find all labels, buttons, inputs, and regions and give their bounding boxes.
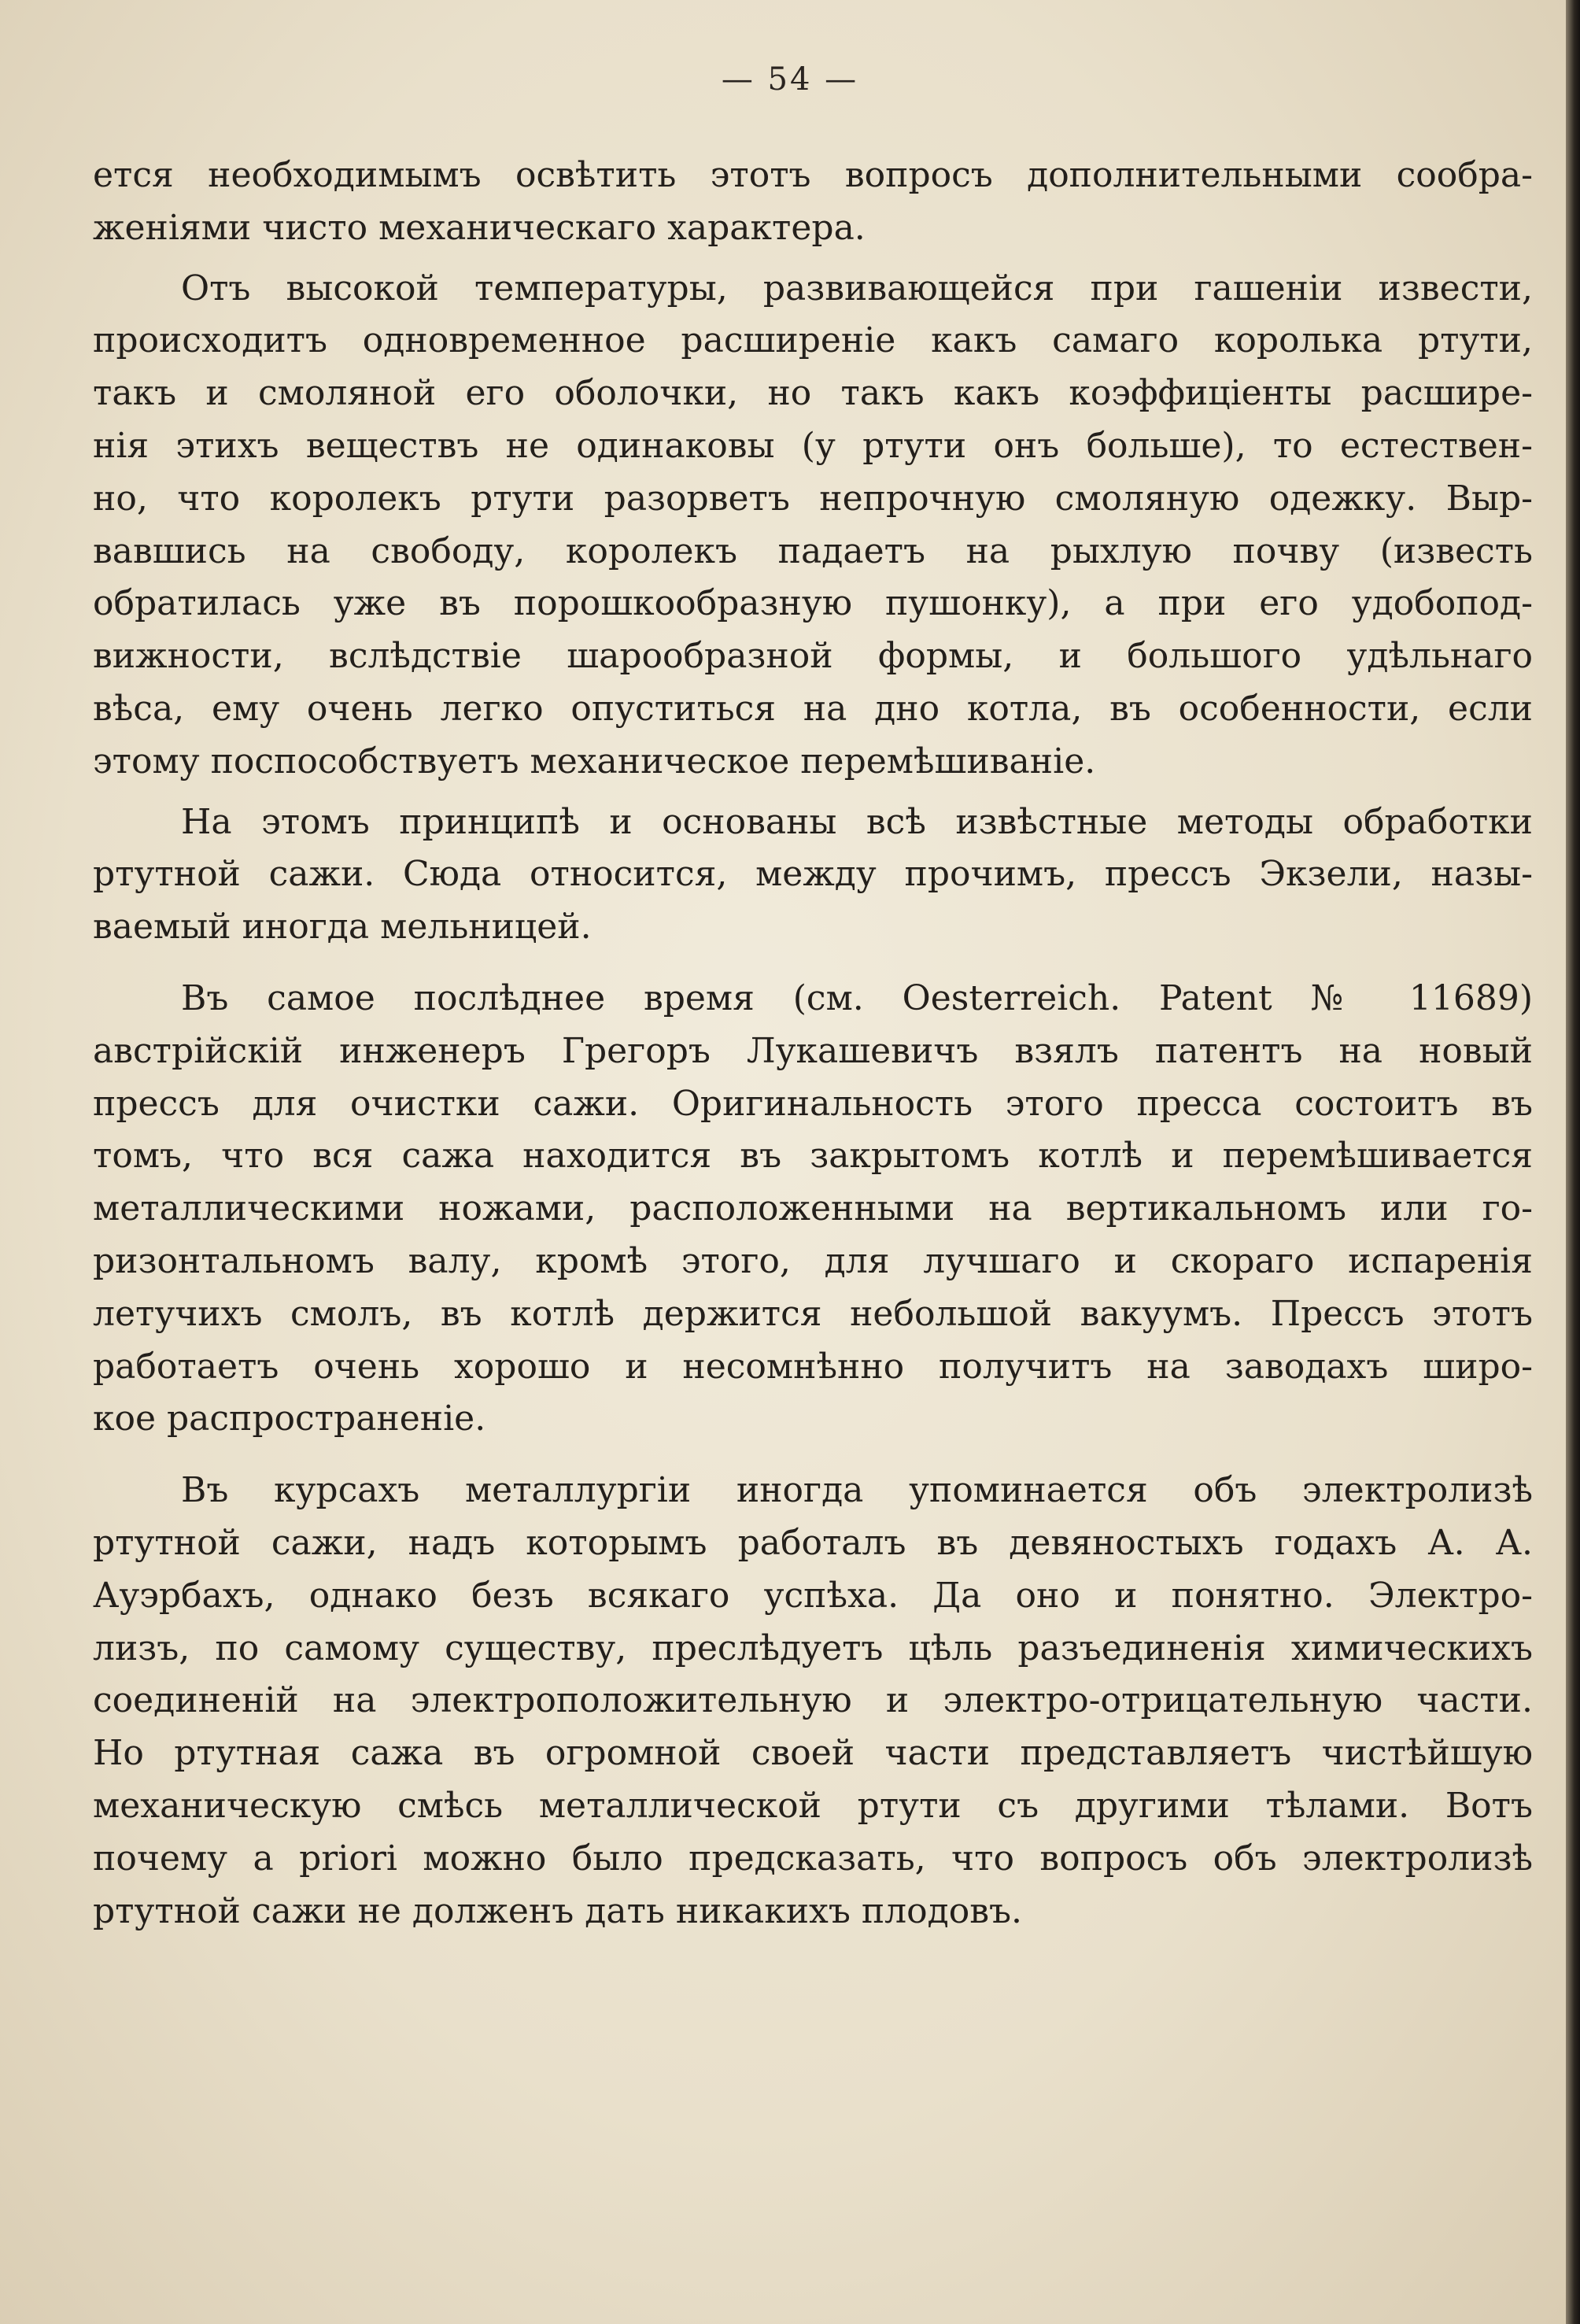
text-line: ртутной сажи. Сюда относится, между прочимъ, прессъ Экзели, назы- (93, 854, 1533, 895)
text-line: происходитъ одновременное расширеніе какъ самаго королька ртути, (93, 320, 1533, 361)
text-line: ризонтальномъ валу, кромѣ этого, для лучшаго и скораго испаренія (93, 1240, 1533, 1281)
text-line: вавшись на свободу, королекъ падаетъ на рыхлую почву (известь (93, 530, 1533, 571)
paragraph-2 (93, 263, 1533, 789)
text-line: обратилась уже въ порошкообразную пушонку), а при его удобопод- (93, 583, 1533, 624)
text-line: вѣса, ему очень легко опуститься на дно котла, въ особенности, если (93, 688, 1533, 729)
text-line: такъ и смоляной его оболочки, но такъ какъ коэффиціенты расшире- (93, 373, 1533, 414)
text-line: этому поспособствуетъ механическое перемѣшиваніе. (93, 741, 1096, 781)
text-line: кое распространеніе. (93, 1398, 486, 1439)
text-line: ртутной сажи, надъ которымъ работалъ въ девяностыхъ годахъ А. А. (93, 1522, 1533, 1563)
text-line: австрійскій инженеръ Грегоръ Лукашевичъ взялъ патентъ на новый (93, 1030, 1533, 1071)
text-line: женіями чисто механическаго характера. (93, 207, 866, 248)
paragraph-3 (93, 796, 1533, 954)
text-line: томъ, что вся сажа находится въ закрытомъ котлѣ и перемѣшивается (93, 1136, 1533, 1177)
paragraph-1 (93, 150, 1533, 255)
text-line: Отъ высокой температуры, развивающейся при гашеніи извести, (181, 268, 1533, 309)
text-line: Ауэрбахъ, однако безъ всякаго успѣха. Да оно и понятно. Электро- (93, 1575, 1533, 1616)
text-line: лизъ, по самому существу, преслѣдуетъ цѣль разъединенія химическихъ (93, 1628, 1533, 1668)
text-line: ваемый иногда мельницей. (93, 907, 592, 948)
text-line: но, что королекъ ртути разорветъ непрочную смоляную одежку. Выр- (93, 478, 1533, 519)
text-line: прессъ для очистки сажи. Оригинальность этого пресса состоитъ въ (93, 1083, 1533, 1124)
text-line: металлическими ножами, расположенными на вертикальномъ или го- (93, 1188, 1533, 1229)
text-line: Въ самое послѣднее время (см. Oesterreich. Patent № 11689) (181, 977, 1533, 1018)
text-line: Въ курсахъ металлургіи иногда упоминается объ электролизѣ (181, 1470, 1533, 1511)
text-line: почему a priori можно было предсказать, что вопросъ объ электролизѣ (93, 1838, 1533, 1879)
page-number: — 54 — (721, 61, 859, 98)
text-line: летучихъ смолъ, въ котлѣ держится небольшой вакуумъ. Прессъ этотъ (93, 1293, 1533, 1334)
text-line: соединеній на электроположительную и электро-отрицательную части. (93, 1680, 1533, 1721)
text-line: На этомъ принципѣ и основаны всѣ извѣстные методы обработки (181, 801, 1533, 842)
text-line: вижности, вслѣдствіе шарообразной формы, и большого удѣльнаго (93, 636, 1533, 677)
text-line: ртутной сажи не долженъ дать никакихъ плодовъ. (93, 1890, 1022, 1931)
text-line: работаетъ очень хорошо и несомнѣнно получитъ на заводахъ широ- (93, 1346, 1533, 1387)
page-body (93, 150, 1533, 1938)
book-edge (1566, 0, 1580, 2324)
text-line: Но ртутная сажа въ огромной своей части представляетъ чистѣйшую (93, 1733, 1533, 1774)
text-line: нія этихъ веществъ не одинаковы (у ртути онъ больше), то естествен- (93, 425, 1533, 466)
text-line: механическую смѣсь металлической ртути съ другими тѣлами. Вотъ (93, 1785, 1533, 1826)
paragraph-4 (93, 973, 1533, 1446)
text-line: ется необходимымъ освѣтить этотъ вопросъ дополнительными сообра- (93, 155, 1533, 195)
paragraph-5 (93, 1465, 1533, 1938)
